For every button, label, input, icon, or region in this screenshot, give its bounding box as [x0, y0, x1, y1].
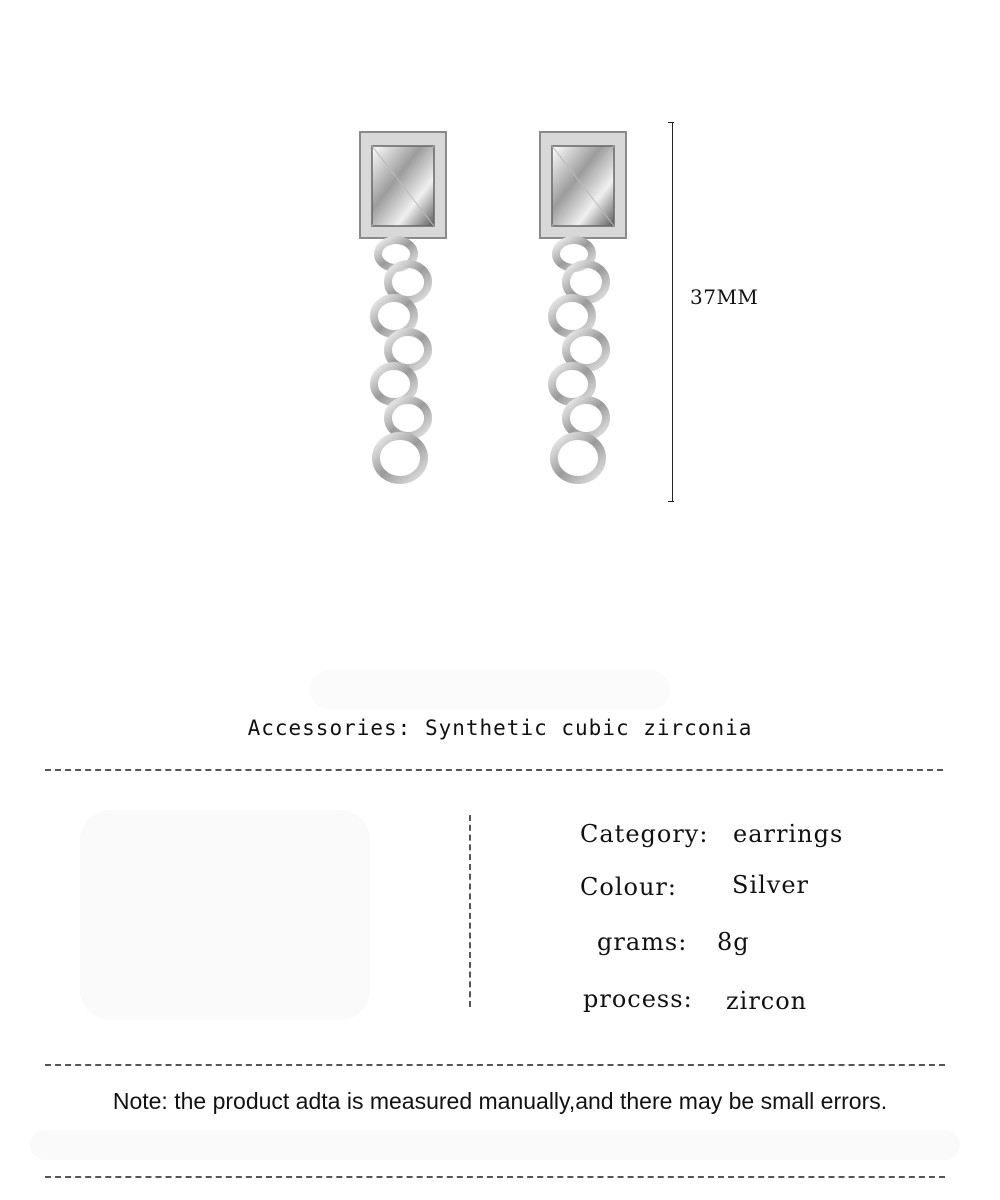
spec-colour-label: Colour:: [580, 873, 677, 901]
note-text: Note: the product adta is measured manually,and there may be small errors.: [112, 1088, 888, 1114]
footer-shadow: [30, 1130, 960, 1160]
spec-process-label: process:: [583, 985, 693, 1013]
measurement-cap-top: [668, 122, 674, 123]
divider-bottom: [45, 1176, 945, 1178]
spec-process-value: zircon: [726, 987, 808, 1015]
measurement-line: [672, 122, 673, 502]
spec-category-value: earrings: [733, 820, 844, 848]
spec-category-label: Category:: [580, 820, 709, 848]
measurement-cap-bottom: [668, 501, 674, 502]
blurred-image-placeholder: [80, 810, 370, 1020]
product-image: [330, 120, 650, 560]
accessories-text: Accessories: Synthetic cubic zirconia: [247, 716, 753, 740]
spec-colour-value: Silver: [732, 871, 810, 899]
spec-grams-label: grams:: [597, 928, 688, 956]
right-earring: [540, 132, 626, 480]
divider-top: [45, 769, 943, 771]
reflection-shadow: [310, 670, 670, 710]
divider-vertical: [469, 815, 471, 1007]
spec-grams-value: 8g: [717, 928, 750, 956]
earrings-illustration: [330, 120, 650, 560]
divider-middle: [45, 1064, 945, 1066]
left-earring: [360, 132, 446, 480]
measurement-label: 37MM: [690, 285, 759, 309]
